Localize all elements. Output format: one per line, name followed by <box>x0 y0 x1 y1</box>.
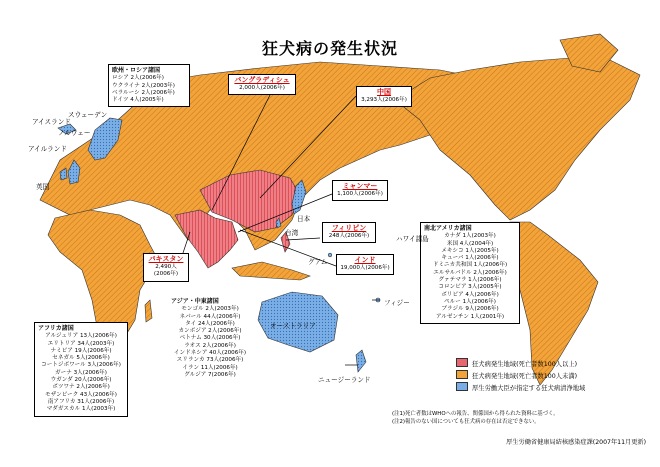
list-item: コロンビア 3人(2005年) <box>438 284 502 291</box>
list-item: ベラルーシ 2人(2006年) <box>112 89 175 96</box>
label-japan: 日本 <box>297 215 311 223</box>
madagascar-shape <box>145 300 152 322</box>
asia-middle-east-header: アジア・中東諸国 <box>171 298 219 305</box>
death-count: 2,000人(2006年) <box>239 84 285 91</box>
list-item: ネパール 44人(2006年) <box>179 313 241 320</box>
china-callout <box>356 86 412 107</box>
list-item: ガーナ 3人(2006年) <box>55 369 107 376</box>
death-count: 248人(2006年) <box>328 232 370 239</box>
indonesia-shape <box>232 262 310 280</box>
page-title: 狂犬病の発生状況 <box>261 39 398 58</box>
list-item: カナダ 1人(2003年) <box>444 233 496 240</box>
list-item: ロシア 2人(2006年) <box>112 75 164 82</box>
europe-russia-header: 欧州・ロシア諸国 <box>112 67 161 74</box>
country-name: ミャンマー <box>342 182 378 190</box>
list-item: ウガンダ 20人(2006年) <box>50 377 112 384</box>
list-item: キューバ 1人(2006年) <box>441 255 499 262</box>
americas-header: 南北アメリカ諸国 <box>424 225 472 232</box>
list-item: ボツワナ 2人(2006年) <box>52 384 110 391</box>
list-item: ブラジル 9人(2006年) <box>441 306 499 313</box>
label-newzealand: ニュージーランド <box>318 376 371 384</box>
country-name: フィリピン <box>331 224 367 232</box>
list-item: ベトナム 30人(2006年) <box>179 335 241 342</box>
label-hawaii: ハワイ諸島 <box>396 235 429 243</box>
asia-middle-east-box <box>168 296 252 381</box>
label-iceland: アイスランド <box>32 118 71 126</box>
label-fiji: フィジー <box>384 299 410 307</box>
list-item: グルジア 7(2006年) <box>184 371 236 378</box>
label-norway: ノルウェー <box>58 129 91 137</box>
list-item: タイ 24人(2006年) <box>185 320 235 327</box>
label-sweden: スウェーデン <box>68 111 108 119</box>
list-item: イラン 11人(2006年) <box>182 364 238 371</box>
list-item: アルゼンチン 1人(2001年) <box>435 313 505 320</box>
label-taiwan: 台湾 <box>285 229 299 237</box>
list-item: ドミニカ共和国 1人(2006年) <box>432 262 508 269</box>
africa-box <box>34 322 128 417</box>
list-item: インドネシア 40人(2006年) <box>173 350 247 357</box>
legend-swatch-low <box>456 370 468 379</box>
list-item: セネガル 5人(2006年) <box>52 355 110 362</box>
death-count: 3,293人(2006年) <box>361 96 407 103</box>
label-ireland: アイルランド <box>28 145 67 153</box>
death-count: 2,490人 <box>155 263 177 270</box>
americas-box <box>420 222 520 324</box>
death-count: 19,000人(2006年) <box>340 264 390 271</box>
newzealand-shape <box>356 350 366 372</box>
list-item: エリトリア 34人(2003年) <box>47 340 115 347</box>
label-guam: グアム <box>308 258 328 266</box>
list-item: モンゴル 2人(2003年) <box>181 306 239 313</box>
list-item: ペルー 1人(2006年) <box>444 298 496 305</box>
source-credit: 厚生労働省健康局結核感染症課(2007年11月更新) <box>506 439 646 446</box>
list-item: 南アフリカ 31人(2006年) <box>47 398 115 405</box>
africa-header: アフリカ諸国 <box>38 325 74 332</box>
pakistan-callout <box>143 253 189 282</box>
country-name: 中国 <box>377 88 391 96</box>
list-item: ボリビア 4人(2006年) <box>441 291 499 298</box>
legend-swatch-free <box>456 382 468 391</box>
list-item: エルサルバドル 2人(2006年) <box>433 269 507 276</box>
guam-dot <box>328 253 332 257</box>
country-name: バングラディシュ <box>234 76 290 84</box>
list-item: メキシコ 1人(2005年) <box>441 247 499 254</box>
bangladesh-callout <box>228 74 296 95</box>
footnote: (注2)報告のない国についても狂犬病の存在は否定できない。 <box>392 419 540 425</box>
myanmar-callout <box>332 180 388 201</box>
north-america-landmass <box>395 58 640 220</box>
legend <box>456 358 585 394</box>
country-name: インド <box>354 256 376 264</box>
list-item: ナミビア 19人(2006年) <box>50 347 112 354</box>
philippines-callout <box>322 222 376 243</box>
footnotes <box>392 410 559 426</box>
label-australia: オーストラリア <box>270 322 316 330</box>
list-item: アルジェリア 13人(2006年) <box>45 333 117 340</box>
list-item: グァテマラ 1人(2006年) <box>438 277 502 284</box>
list-item: 米国 4人(2004年) <box>446 240 494 247</box>
country-name: パキスタン <box>148 255 184 263</box>
legend-label: 狂犬病発生地域(死亡者数100人未満) <box>472 373 578 380</box>
death-count: 1,100人(2006年) <box>337 190 383 197</box>
list-item: ラオス 2人(2006年) <box>184 342 236 349</box>
list-item: ドイツ 4人(2005年) <box>112 97 164 104</box>
list-item: カンボジア 2人(2006年) <box>178 328 242 335</box>
india-callout <box>336 254 394 275</box>
list-item: マダガスカル 1人(2003年) <box>46 406 116 413</box>
list-item: スリランカ 73人(2006年) <box>176 357 244 364</box>
list-item: モザンビーク 43人(2006年) <box>45 391 117 398</box>
death-count-year: (2006年) <box>153 271 179 277</box>
legend-label: 狂犬病発生地域(死亡者数100人以上) <box>472 361 578 368</box>
footnote: (注1)死亡者数はWHOへの報告、関係国から得られた資料に基づく。 <box>392 411 559 417</box>
label-uk: 英国 <box>36 183 50 191</box>
list-item: コートジボワール 3人(2006年) <box>41 362 121 369</box>
legend-swatch-high <box>456 358 468 367</box>
legend-label: 厚生労働大臣が指定する狂犬病清浄地域 <box>472 385 586 392</box>
list-item: ウクライナ 2人(2003年) <box>112 82 175 89</box>
europe-russia-box <box>108 64 190 107</box>
